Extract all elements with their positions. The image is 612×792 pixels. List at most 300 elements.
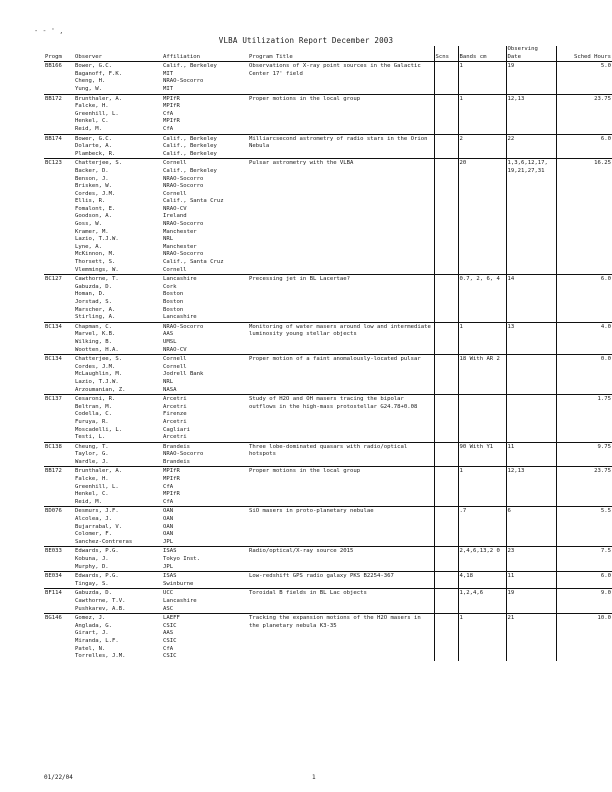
affiliation-name: Lancashire (163, 597, 197, 604)
affiliation-name: CfA (163, 110, 174, 117)
sched-hours-cell-text: 7.5 (600, 548, 611, 555)
affiliation-list (162, 134, 248, 159)
observer-name: Taylor, G. (75, 451, 109, 458)
program-code-text: BC138 (45, 443, 62, 450)
observer-name: Greenhill, L. (75, 110, 119, 117)
affiliation-name: Tokyo Inst. (163, 556, 201, 562)
observer-name: Edwards, P.G. (75, 548, 119, 555)
bands-cell-text: 2 (459, 135, 463, 142)
affiliation-name: Boston (163, 291, 184, 298)
observer-name: Henkel, C. (75, 491, 109, 498)
scans-cell (434, 94, 458, 134)
affiliation-name: Cornell (163, 356, 187, 363)
program-title (248, 467, 434, 507)
affiliation-name: CSIC (163, 653, 177, 660)
observer-name: Lazio, T.J.W. (75, 236, 119, 243)
observer-name: Cheung, T. (75, 443, 109, 450)
header-scribble: - - ' , (34, 27, 64, 35)
scans-cell (434, 322, 458, 354)
program-title-text: Study of H2O and OH masers tracing the bipolar outflows in the high-mass protostellar G24.78+0.08 (249, 396, 418, 410)
sched-hours-cell (556, 134, 612, 159)
observer-name: Yung, W. (75, 85, 102, 92)
bands-cell-text: 90 With Y1 (459, 443, 494, 450)
observer-name: Baganoff, F.K. (75, 70, 123, 77)
bands-cell (458, 507, 506, 547)
observing-date-cell (506, 467, 556, 507)
scans-cell (434, 275, 458, 323)
sched-hours-cell-text: 9.0 (600, 590, 611, 597)
bands-cell (458, 159, 506, 275)
sched-hours-cell (556, 467, 612, 507)
observing-date-cell (506, 589, 556, 614)
program-title (248, 322, 434, 354)
program-title (248, 355, 434, 395)
observer-name: Dolarte, A. (75, 143, 113, 150)
program-title (248, 134, 434, 159)
sched-hours-cell-text: 1.75 (597, 396, 611, 403)
program-code (44, 442, 74, 467)
sched-hours-cell (556, 159, 612, 275)
affiliation-name: CfA (163, 125, 174, 132)
bands-cell (458, 275, 506, 323)
observer-name: Bujarrabal, V. (75, 523, 123, 530)
observer-name: Cheng, H. (75, 78, 106, 85)
affiliation-name: NRAO-Socorro (163, 251, 204, 258)
observer-name: Plambeck, R. (75, 150, 116, 157)
bands-cell-text: 2,4,6,13,2 0 (459, 548, 500, 555)
observing-date-cell-text: 1,3,6,12,17, 19,21,27,31 (507, 160, 548, 174)
table-row (44, 467, 612, 507)
sched-hours-cell (556, 589, 612, 614)
observer-list (74, 94, 162, 134)
affiliation-name: Calif., Berkeley (163, 135, 217, 142)
bands-cell (458, 355, 506, 395)
affiliation-list (162, 322, 248, 354)
observing-date-cell (506, 94, 556, 134)
bands-cell (458, 62, 506, 94)
program-code-text: BE034 (45, 573, 62, 580)
observing-date-cell-text: 14 (507, 276, 515, 283)
scans-cell (434, 442, 458, 467)
observing-date-cell (506, 159, 556, 275)
observer-name: Moscadelli, L. (75, 426, 123, 433)
observer-list (74, 322, 162, 354)
affiliation-name: Brandeis (163, 458, 190, 465)
program-title (248, 94, 434, 134)
program-title-text: Proper motions in the local group (249, 95, 361, 102)
observer-name: Cordes, J.M. (75, 190, 116, 197)
observing-date-cell (506, 275, 556, 323)
affiliation-name: ASC (163, 605, 174, 612)
affiliation-name: Arcetri (163, 418, 187, 425)
observer-name: Gabuzda, D. (75, 283, 113, 290)
bands-cell-text: 0.7, 2, 6, 4 (459, 276, 500, 283)
observer-name: Pushkarev, A.B. (75, 605, 126, 612)
observing-date-cell (506, 442, 556, 467)
affiliation-name: Calif., Berkeley (163, 150, 217, 157)
observing-date-cell-text: 23 (507, 548, 515, 555)
affiliation-name: NRAO-Socorro (163, 175, 204, 182)
observer-name: Greenhill, L. (75, 483, 119, 490)
observer-name: Patel, N. (75, 645, 106, 652)
table-row (44, 134, 612, 159)
affiliation-name: NASA (163, 386, 177, 393)
affiliation-name: AAS (163, 630, 174, 637)
observer-list (74, 547, 162, 572)
observer-name: Cawthorne, T. (75, 276, 119, 283)
program-code-text: BC134 (45, 356, 62, 363)
table-row (44, 62, 612, 94)
bands-cell-text: 18 With AR 2 (459, 356, 500, 363)
sched-hours-cell-text: 0.0 (600, 356, 611, 363)
affiliation-name: Manchester (163, 243, 197, 250)
utilization-table (44, 46, 612, 661)
scans-cell (434, 134, 458, 159)
affiliation-name: Cornell (163, 266, 187, 273)
affiliation-name: Manchester (163, 228, 197, 235)
observing-date-cell (506, 134, 556, 159)
observer-name: Reid, M. (75, 125, 102, 132)
affiliation-name: Arcetri (163, 434, 187, 441)
bands-cell (458, 442, 506, 467)
program-title (248, 159, 434, 275)
affiliation-name: ISAS (163, 573, 177, 580)
observer-name: Jorstad, S. (75, 299, 113, 305)
affiliation-name: Swinburne (163, 580, 194, 587)
affiliation-name: Firenze (163, 411, 187, 418)
observer-name: Homan, D. (75, 291, 106, 298)
affiliation-name: NRAO-Socorro (163, 323, 204, 330)
col-header-title: Program Title (248, 46, 434, 62)
table-row (44, 547, 612, 572)
observer-name: McLaughlin, M. (75, 371, 123, 378)
observing-date-cell (506, 572, 556, 589)
affiliation-name: Calif., Santa Cruz (163, 198, 224, 205)
affiliation-list (162, 275, 248, 323)
affiliation-name: MIT (163, 70, 174, 77)
affiliation-name: MPIfR (163, 103, 180, 110)
observer-name: Wootten, H.A. (75, 346, 119, 353)
affiliation-name: Lancashire (163, 276, 197, 283)
observing-date-cell-text: 12,13 (507, 95, 525, 102)
program-code (44, 94, 74, 134)
program-title (248, 547, 434, 572)
affiliation-name: MPIfR (163, 95, 180, 102)
program-title-text: Low-redshift GPS radio galaxy PKS B2254-367 (249, 573, 394, 580)
table-row (44, 442, 612, 467)
sched-hours-cell-text: 6.0 (600, 573, 611, 580)
bands-cell-text: 20 (459, 160, 467, 167)
affiliation-name: OAN (163, 531, 174, 538)
program-code (44, 614, 74, 661)
program-title (248, 614, 434, 661)
observer-name: Alcolea, J. (75, 516, 113, 523)
affiliation-name: Cork (163, 283, 177, 290)
program-title-text: Toroidal B fields in BL Lac objects (249, 590, 367, 597)
scans-cell (434, 395, 458, 443)
observing-date-cell-text: 11 (507, 443, 515, 450)
scans-cell (434, 589, 458, 614)
observer-name: Miranda, L.F. (75, 637, 119, 644)
program-code-text: BE033 (45, 548, 62, 555)
sched-hours-cell-text: 9.75 (597, 443, 611, 450)
program-title-text: Tracking the expansion motions of the H2O masers in the planetary nebula K3-35 (249, 615, 421, 629)
observing-date-cell-text: 6 (507, 508, 511, 515)
observer-name: Gabuzda, D. (75, 590, 113, 597)
affiliation-list (162, 507, 248, 547)
affiliation-name: MPIfR (163, 118, 180, 125)
sched-hours-cell (556, 275, 612, 323)
affiliation-list (162, 614, 248, 661)
observer-list (74, 467, 162, 507)
observer-name: Brunthaler, A. (75, 468, 123, 475)
affiliation-name: NRAO-CV (163, 346, 187, 353)
scans-cell (434, 159, 458, 275)
observing-date-cell (506, 395, 556, 443)
observer-name: Furuya, R. (75, 418, 109, 425)
observer-name: Chatterjee, S. (75, 356, 123, 363)
affiliation-name: JPL (163, 563, 174, 570)
affiliation-name: Calif., Santa Cruz (163, 259, 224, 266)
affiliation-name: CfA (163, 483, 174, 490)
bands-cell-text: 1 (459, 63, 463, 70)
program-code-text: BG146 (45, 615, 62, 622)
col-header-hours: Sched Hours (556, 46, 612, 62)
affiliation-name: Boston (163, 299, 184, 305)
affiliation-name: MIT (163, 85, 174, 92)
affiliation-name: NRL (163, 378, 174, 385)
observer-list (74, 395, 162, 443)
affiliation-name: NRAO-Socorro (163, 451, 204, 458)
observer-name: Chatterjee, S. (75, 160, 123, 167)
program-code (44, 507, 74, 547)
observer-name: Reid, M. (75, 498, 102, 505)
affiliation-name: OAN (163, 508, 174, 515)
observer-name: Murphy, D. (75, 563, 109, 570)
sched-hours-cell (556, 94, 612, 134)
observer-name: Falcke, H. (75, 103, 109, 110)
affiliation-name: CSIC (163, 637, 177, 644)
affiliation-name: NRAO-Socorro (163, 78, 204, 85)
observing-date-cell-text: 13 (507, 323, 515, 330)
affiliation-name: Calif., Berkeley (163, 167, 217, 174)
page-number: 1 (312, 774, 316, 781)
sched-hours-cell-text: 4.0 (600, 323, 611, 330)
scans-cell (434, 467, 458, 507)
affiliation-list (162, 395, 248, 443)
affiliation-name: AAS (163, 331, 174, 338)
program-code (44, 467, 74, 507)
sched-hours-cell (556, 442, 612, 467)
affiliation-name: Cornell (163, 363, 187, 370)
affiliation-name: CfA (163, 645, 174, 652)
observer-list (74, 589, 162, 614)
program-code (44, 322, 74, 354)
program-title-text: Milliarcsecond astrometry of radio stars in the Orion Nebula (249, 135, 428, 149)
col-header-date: Observing Date (506, 46, 556, 62)
observer-list (74, 62, 162, 94)
observer-name: Wardle, J. (75, 458, 109, 465)
sched-hours-cell (556, 614, 612, 661)
affiliation-name: NRL (163, 236, 174, 243)
observer-name: Chapman, C. (75, 323, 113, 330)
program-title-text: Three lobe-dominated quasars with radio/optical hotspots (249, 443, 408, 458)
sched-hours-cell-text: 5.0 (600, 63, 611, 70)
observer-list (74, 355, 162, 395)
observer-list (74, 572, 162, 589)
affiliation-list (162, 572, 248, 589)
observer-name: Codella, C. (75, 411, 113, 418)
program-title-text: Pulsar astrometry with the VLBA (249, 160, 354, 167)
observer-name: Bower, G.C. (75, 63, 113, 70)
sched-hours-cell (556, 322, 612, 354)
bands-cell (458, 322, 506, 354)
sched-hours-cell (556, 507, 612, 547)
bands-cell-text: 1 (459, 323, 463, 330)
affiliation-name: Brandeis (163, 443, 190, 450)
program-title-text: Proper motion of a faint anomalously-located pulsar (249, 356, 421, 363)
observer-name: Falcke, H. (75, 476, 109, 483)
observer-name: Henkel, C. (75, 118, 109, 125)
program-title (248, 275, 434, 323)
col-header-bands: Bands cm (458, 46, 506, 62)
program-title (248, 507, 434, 547)
affiliation-name: CSIC (163, 622, 177, 629)
program-title (248, 572, 434, 589)
table-row (44, 395, 612, 443)
program-code-text: BD076 (45, 508, 62, 515)
observer-name: Gomez, J. (75, 615, 106, 622)
observer-name: Brunthaler, A. (75, 95, 123, 102)
observer-list (74, 442, 162, 467)
observer-name: Beltran, M. (75, 403, 113, 410)
observing-date-cell (506, 614, 556, 661)
scans-cell (434, 355, 458, 395)
affiliation-name: ISAS (163, 548, 177, 555)
program-code-text: BC123 (45, 160, 62, 167)
program-code (44, 355, 74, 395)
observer-name: Goodson, A. (75, 213, 113, 220)
bands-cell-text: 1 (459, 468, 463, 475)
bands-cell (458, 395, 506, 443)
program-code-text: BF114 (45, 590, 62, 597)
affiliation-name: OAN (163, 523, 174, 530)
affiliation-name: NRAO-Socorro (163, 221, 204, 228)
observing-date-cell-text: 12,13 (507, 468, 525, 475)
bands-cell-text: 4,18 (459, 573, 473, 580)
program-code-text: BC127 (45, 276, 62, 283)
observer-name: Anglada, G. (75, 622, 113, 629)
sched-hours-cell-text: 16.25 (594, 160, 611, 167)
observer-name: Brisken, W. (75, 183, 113, 190)
program-title-text: SiO masers in proto-planetary nebulae (249, 508, 374, 515)
bands-cell (458, 614, 506, 661)
observer-name: Lazio, T.J.W. (75, 378, 119, 385)
affiliation-name: UMSL (163, 338, 177, 345)
observer-name: Torrelles, J.M. (75, 653, 126, 660)
affiliation-list (162, 159, 248, 275)
bands-cell (458, 572, 506, 589)
affiliation-name: OAN (163, 516, 174, 523)
observer-name: Benson, J. (75, 175, 109, 182)
program-code-text: BB166 (45, 63, 62, 70)
affiliation-name: Calif., Berkeley (163, 63, 217, 70)
sched-hours-cell-text: 5.5 (600, 508, 611, 515)
observer-name: Testi, L. (75, 434, 106, 441)
affiliation-list (162, 589, 248, 614)
program-title-text: Precessing jet in BL Lacertae? (249, 276, 351, 283)
program-title (248, 442, 434, 467)
sched-hours-cell-text: 6.0 (600, 276, 611, 283)
table-row (44, 322, 612, 354)
program-code (44, 395, 74, 443)
bands-cell (458, 134, 506, 159)
program-title-text: Radio/optical/X-ray source 2015 (249, 548, 354, 555)
observer-name: McKinnon, M. (75, 251, 116, 258)
footer-date: 01/22/04 (44, 774, 73, 781)
table-row (44, 159, 612, 275)
affiliation-name: Boston (163, 306, 184, 313)
affiliation-name: Cagliari (163, 426, 190, 433)
observer-name: Sanchez-Contreras (75, 538, 133, 545)
observer-name: Colomer, F. (75, 531, 113, 538)
program-title-text: Observations of X-ray point sources in the Galactic Center 17' field (249, 63, 421, 77)
program-code (44, 62, 74, 94)
program-code (44, 589, 74, 614)
observer-name: Girart, J. (75, 630, 109, 637)
affiliation-name: Ireland (163, 213, 187, 220)
affiliation-name: Lancashire (163, 314, 197, 321)
observing-date-cell (506, 355, 556, 395)
program-code-text: BC134 (45, 323, 62, 330)
program-title (248, 395, 434, 443)
col-header-program: Progm (44, 46, 74, 62)
observing-date-cell-text: 19 (507, 590, 515, 597)
col-header-observer: Observer (74, 46, 162, 62)
affiliation-name: MPIfR (163, 468, 180, 475)
program-code (44, 134, 74, 159)
bands-cell (458, 589, 506, 614)
affiliation-list (162, 94, 248, 134)
table-row (44, 507, 612, 547)
table-row (44, 94, 612, 134)
bands-cell-text: 1,2,4,6 (459, 590, 484, 597)
bands-cell (458, 467, 506, 507)
affiliation-name: JPL (163, 538, 174, 545)
program-code (44, 572, 74, 589)
program-title (248, 589, 434, 614)
observer-name: Edwards, P.G. (75, 573, 119, 580)
bands-cell-text: 1 (459, 615, 463, 622)
affiliation-name: Cornell (163, 160, 187, 167)
affiliation-name: NRAO-Socorro (163, 183, 204, 190)
affiliation-list (162, 355, 248, 395)
affiliation-name: NRAO-CV (163, 205, 187, 212)
affiliation-name: LAEFF (163, 615, 180, 622)
col-header-affiliation: Affiliation (162, 46, 248, 62)
bands-cell (458, 547, 506, 572)
program-title-text: Proper motions in the local group (249, 468, 361, 475)
observing-date-cell (506, 322, 556, 354)
observer-name: Wilking, B. (75, 338, 113, 345)
sched-hours-cell (556, 395, 612, 443)
affiliation-name: MPIfR (163, 476, 180, 483)
affiliation-name: Arcetri (163, 403, 187, 410)
affiliation-name: Calif., Berkeley (163, 143, 217, 150)
sched-hours-cell-text: 23.75 (594, 95, 611, 102)
program-code-text: BB174 (45, 135, 62, 142)
affiliation-name: MPIfR (163, 491, 180, 498)
